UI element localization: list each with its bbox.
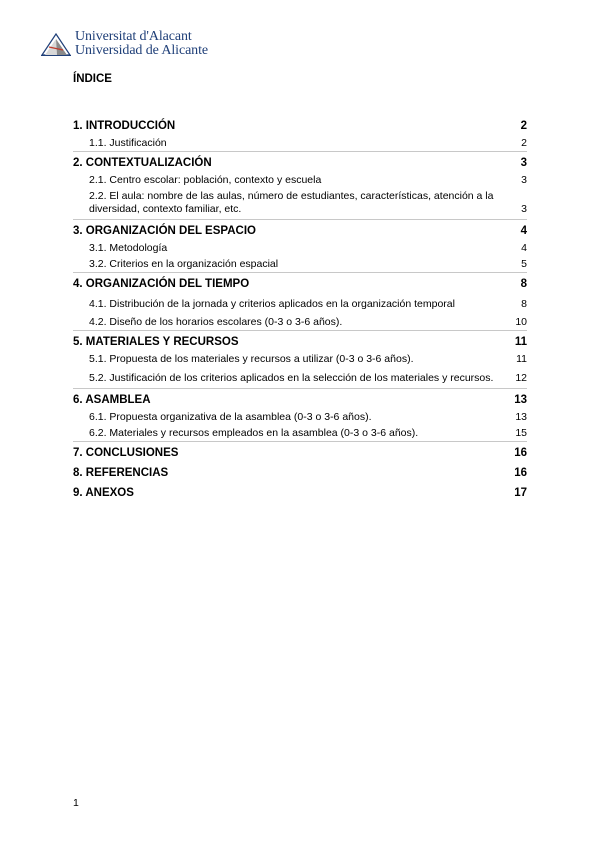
toc-subentry[interactable] (73, 408, 527, 424)
logo-line-valencian: Universitat d'Alacant (75, 29, 192, 44)
toc-entry-label: 5. MATERIALES Y RECURSOS (73, 336, 239, 348)
toc-subentry[interactable] (73, 424, 527, 440)
toc-subentry-page: 8 (521, 298, 527, 310)
toc-subentry[interactable] (73, 350, 527, 366)
toc-subentry[interactable] (73, 366, 527, 387)
toc-subentry-page: 4 (521, 242, 527, 254)
toc-subentry[interactable] (73, 171, 527, 187)
toc-entry-page: 3 (520, 157, 527, 169)
toc-entry[interactable] (73, 118, 527, 134)
toc-subentry-label: 3.2. Criterios en la organización espacial (89, 258, 279, 270)
toc-subentry[interactable] (73, 134, 527, 150)
toc-subentry-label: 4.1. Distribución de la jornada y criterios aplicados en la organización temporal (89, 298, 455, 310)
toc-entry[interactable] (73, 223, 527, 239)
toc-section (73, 155, 527, 220)
toc-entry-page: 17 (514, 487, 527, 499)
page-title: ÍNDICE (73, 73, 112, 85)
toc-subentry-page: 15 (515, 427, 527, 439)
toc-subentry-page: 3 (521, 203, 527, 215)
toc-subentry-label: 1.1. Justificación (89, 137, 167, 149)
toc-entry-label: 9. ANEXOS (73, 487, 134, 499)
toc-section (73, 223, 527, 273)
logo-line-spanish: Universidad de Alicante (75, 42, 208, 58)
toc-section (73, 392, 527, 442)
toc-entry-page: 13 (514, 394, 527, 406)
toc-section (73, 445, 527, 462)
toc-section (73, 465, 527, 482)
toc-subentry-page: 2 (521, 137, 527, 149)
toc-entry-page: 16 (514, 467, 527, 479)
toc-entry[interactable] (73, 465, 527, 481)
toc-subentry-label: 2.2. El aula: nombre de las aulas, número de estudiantes, características, atención a la diversidad, contexto familiar, etc. (89, 190, 494, 215)
toc-entry-label: 1. INTRODUCCIÓN (73, 120, 176, 132)
toc-entry-label: 4. ORGANIZACIÓN DEL TIEMPO (73, 278, 250, 290)
toc-subentry[interactable] (73, 187, 527, 218)
toc-section (73, 118, 527, 152)
toc-subentry-label: 2.1. Centro escolar: población, contexto y escuela (89, 174, 322, 186)
toc-subentry-page: 12 (515, 372, 527, 384)
toc-subentry-label: 4.2. Diseño de los horarios escolares (0-3 o 3-6 años). (89, 316, 343, 328)
toc-entry-page: 8 (520, 278, 527, 290)
toc-entry[interactable] (73, 276, 527, 292)
toc-subentry-label: 5.1. Propuesta de los materiales y recursos a utilizar (0-3 o 3-6 años). (89, 353, 414, 365)
toc-entry[interactable] (73, 485, 527, 501)
university-logo (40, 30, 208, 57)
toc-subentry[interactable] (73, 313, 527, 329)
toc-entry[interactable] (73, 392, 527, 408)
toc-section (73, 276, 527, 331)
toc-section (73, 334, 527, 389)
toc-subentry-page: 5 (521, 258, 527, 270)
toc-subentry[interactable] (73, 292, 527, 313)
toc-subentry-label: 5.2. Justificación de los criterios aplicados en la selección de los materiales y recursos. (89, 372, 494, 384)
toc-subentry-page: 13 (515, 411, 527, 423)
toc-entry-page: 2 (520, 120, 527, 132)
university-emblem-icon (40, 31, 72, 57)
toc-entry[interactable] (73, 445, 527, 461)
toc-entry-label: 8. REFERENCIAS (73, 467, 169, 479)
toc-subentry[interactable] (73, 239, 527, 255)
page-number: 1 (73, 797, 79, 809)
toc-entry-label: 7. CONCLUSIONES (73, 447, 179, 459)
toc-entry[interactable] (73, 155, 527, 171)
toc-subentry-page: 3 (521, 174, 527, 186)
toc-entry-page: 11 (514, 336, 527, 348)
toc-subentry-label: 6.2. Materiales y recursos empleados en la asamblea (0-3 o 3-6 años). (89, 427, 419, 439)
toc-entry-page: 4 (520, 225, 527, 237)
toc-subentry[interactable] (73, 255, 527, 271)
toc-subentry-page: 10 (515, 316, 527, 328)
table-of-contents (73, 118, 527, 505)
toc-entry-label: 6. ASAMBLEA (73, 394, 151, 406)
toc-subentry-label: 6.1. Propuesta organizativa de la asamblea (0-3 o 3-6 años). (89, 411, 372, 423)
toc-entry-page: 16 (514, 447, 527, 459)
toc-entry-label: 2. CONTEXTUALIZACIÓN (73, 157, 212, 169)
toc-entry-label: 3. ORGANIZACIÓN DEL ESPACIO (73, 225, 256, 237)
toc-subentry-label: 3.1. Metodología (89, 242, 168, 254)
toc-section (73, 485, 527, 502)
toc-entry[interactable] (73, 334, 527, 350)
toc-subentry-page: 11 (516, 353, 527, 365)
